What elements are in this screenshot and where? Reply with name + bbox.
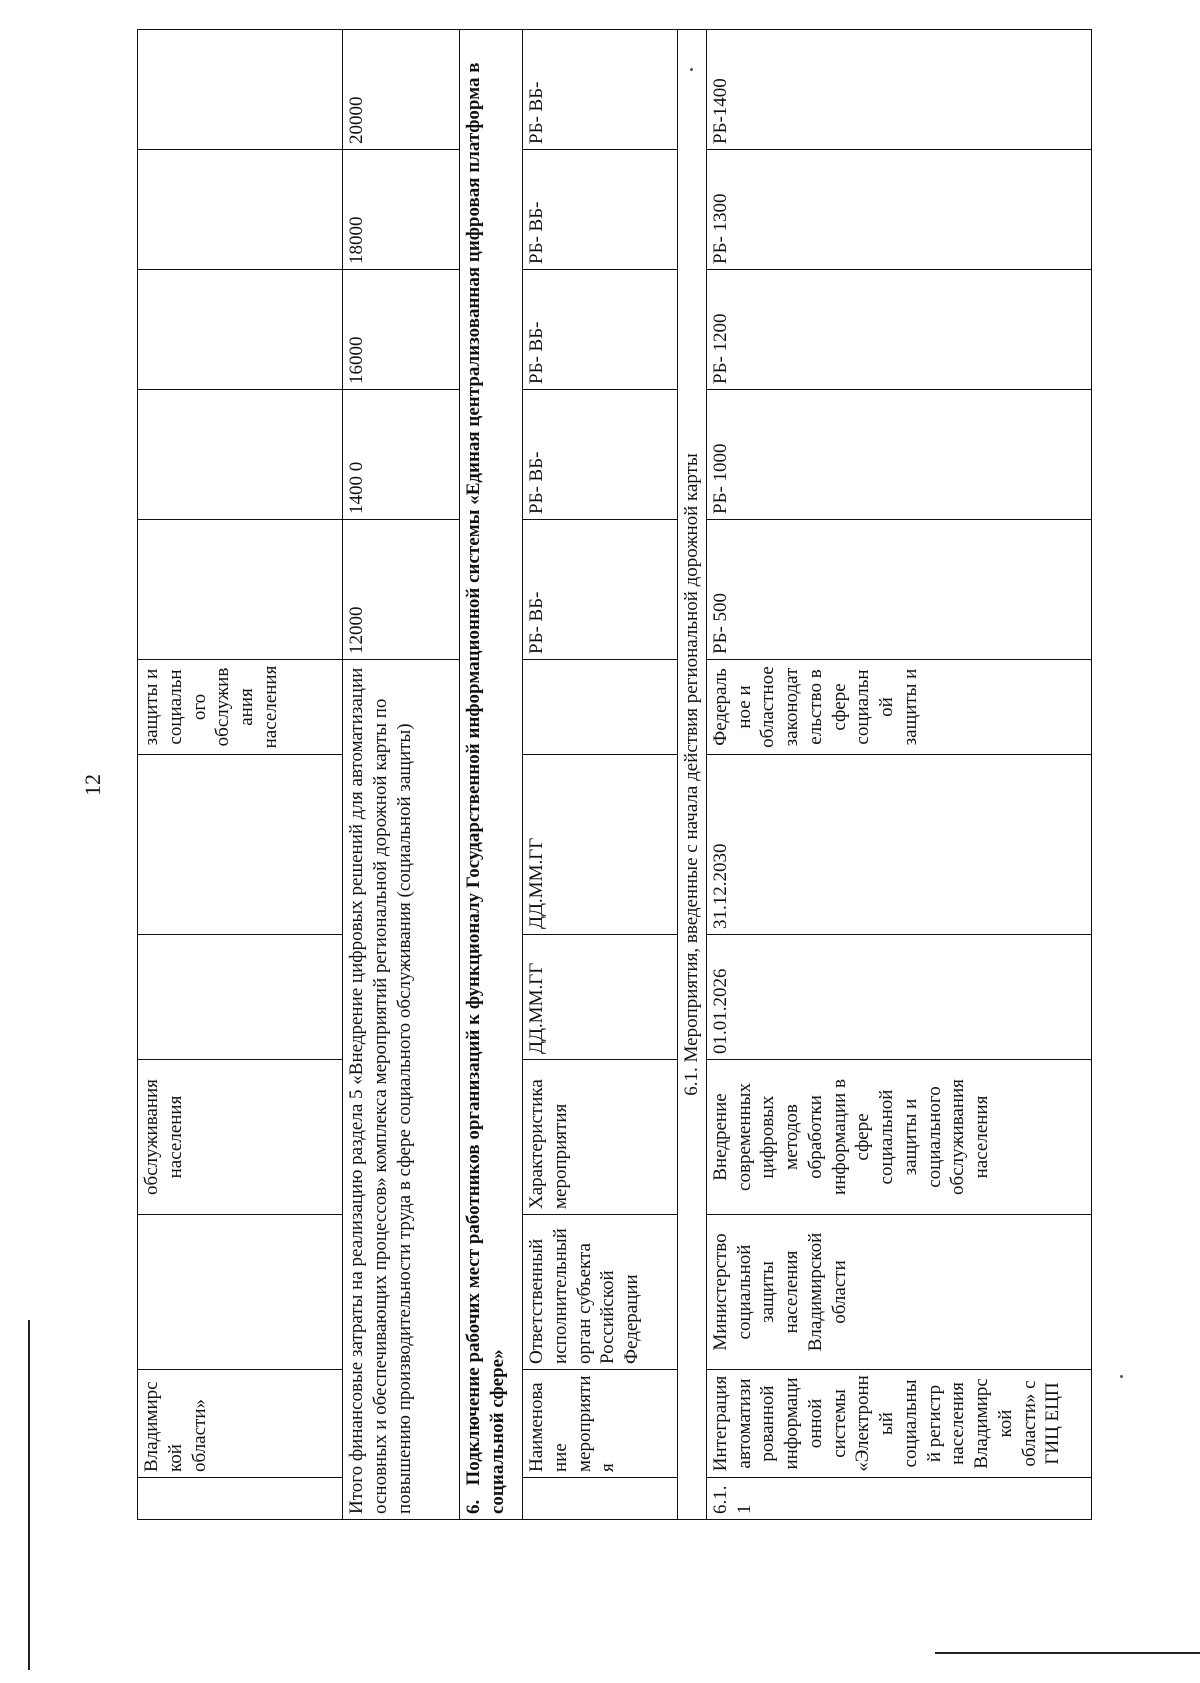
scan-speck [690, 68, 693, 71]
document-table-rotated [137, 30, 1064, 1520]
continued-basis-cell: защиты и социального обслуживания населения [138, 660, 343, 755]
activity-name: Интеграция автоматизированной информационной системы «Электронный социальный регистр населения Владимирской области» с ГИЦ ЕЦП [706, 1370, 1091, 1478]
total-value-4: 18000 [343, 150, 460, 270]
section-title: Подключение рабочих мест работников организаций к функционалу Государственной информационной системы «Единая централизованная цифровая платформа в социальной сфере» [463, 62, 508, 1514]
header-characteristic: Характеристика мероприятия [523, 1060, 678, 1215]
activity-start: 01.01.2026 [706, 935, 1091, 1060]
header-end: ДД.ММ.ГГ [523, 755, 678, 935]
page-number: 12 [80, 774, 105, 796]
activity-funding-5: РБ-1400 [706, 30, 1091, 150]
activity-funding-1: РБ- 500 [706, 520, 1091, 660]
header-funding-4: РБ- ВБ- [523, 150, 678, 270]
header-row [523, 30, 678, 1520]
header-start: ДД.ММ.ГГ [523, 935, 678, 1060]
total-value-1: 12000 [343, 520, 460, 660]
activity-funding-2: РБ- 1000 [706, 390, 1091, 520]
roadmap-table [137, 29, 1092, 1520]
activity-executor: Министерство социальной защиты населения Владимирской области [706, 1215, 1091, 1370]
activity-number: 6.1.1 [706, 1478, 1091, 1520]
total-value-2: 1400 0 [343, 390, 460, 520]
total-row [343, 30, 460, 1520]
section-heading [460, 30, 523, 1520]
activity-row [706, 30, 1091, 1520]
activity-end: 31.12.2030 [706, 755, 1091, 935]
activity-funding-3: РБ- 1200 [706, 270, 1091, 390]
section-heading-row [460, 30, 523, 1520]
header-funding-5: РБ- ВБ- [523, 30, 678, 150]
header-funding-3: РБ- ВБ- [523, 270, 678, 390]
activity-funding-4: РБ- 1300 [706, 150, 1091, 270]
activity-characteristic: Внедрение современных цифровых методов обработки информации в сфере социальной защиты и социального обслуживания населения [706, 1060, 1091, 1215]
scan-edge-bottom [935, 1652, 1200, 1654]
subsection-title: 6.1. Мероприятия, введенные с начала действия региональной дорожной карты [678, 30, 707, 1520]
total-value-3: 16000 [343, 270, 460, 390]
section-number: 6. [463, 1499, 484, 1514]
scan-edge-left [28, 1320, 30, 1670]
header-name: Наименование мероприятия [523, 1370, 678, 1478]
activity-basis: Федеральное и областное законодательство в сфере социальной защиты и [706, 660, 1091, 755]
header-executor: Ответственный исполнительный орган субъекта Российской Федерации [523, 1215, 678, 1370]
scan-speck [1120, 1375, 1123, 1378]
total-label: Итого финансовые затраты на реализацию раздела 5 «Внедрение цифровых решений для автоматизации основных и обеспечивающих процессов» комплекса мероприятий региональной дорожной карты по повышению производительности труда в сфере социального обслуживания (социальной защиты) [343, 660, 460, 1520]
continued-row [138, 30, 343, 1520]
continued-description-cell: обслуживания населения [138, 1060, 343, 1215]
header-funding-1: РБ- ВБ- [523, 520, 678, 660]
total-value-5: 20000 [343, 30, 460, 150]
continued-owner-cell: Владимирской области» [138, 1370, 343, 1478]
subsection-row [678, 30, 707, 1520]
header-funding-2: РБ- ВБ- [523, 390, 678, 520]
